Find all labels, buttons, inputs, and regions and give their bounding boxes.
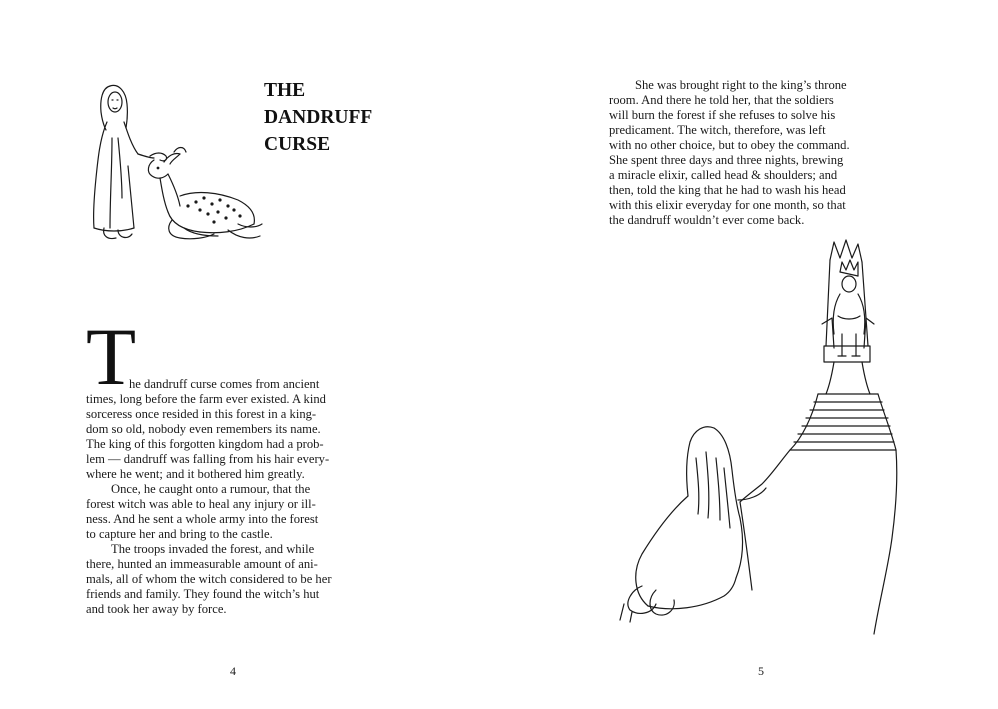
text-line: with this elixir everyday for one month, so that [609, 198, 846, 212]
text-line: will burn the forest if she refuses to solve his [609, 108, 836, 122]
text-line: a miracle elixir, called head & shoulders; and [609, 168, 838, 182]
text-line: and took her away by force. [86, 602, 227, 616]
text-line: lem — dandruff was falling from his hair every- [86, 452, 330, 466]
text-line: ness. And he sent a whole army into the forest [86, 512, 319, 526]
text-line: The king of this forgotten kingdom had a prob- [86, 437, 324, 451]
text-line: he dandruff curse comes from ancient [129, 377, 320, 391]
text-line: times, long before the farm ever existed. A kind [86, 392, 326, 406]
text-line: then, told the king that he had to wash his head [609, 183, 846, 197]
text-line: dom so old, nobody even remembers its name. [86, 422, 321, 436]
text-line: sorceress once resided in this forest in a king- [86, 407, 317, 421]
drop-cap: T [86, 311, 137, 402]
text-line: the dandruff wouldn’t ever come back. [609, 213, 805, 227]
page-number-left: 4 [230, 664, 236, 678]
woman-petting-deer-icon [88, 78, 268, 258]
text-line: The troops invaded the forest, and while [111, 542, 315, 556]
chapter-title [264, 77, 372, 158]
text-line: friends and family. They found the witch’s hut [86, 587, 320, 601]
text-line: room. And there he told her, that the soldiers [609, 93, 834, 107]
text-line: to capture her and bring to the castle. [86, 527, 273, 541]
title-line: CURSE [264, 134, 331, 155]
text-line: Once, he caught onto a rumour, that the [111, 482, 311, 496]
right-body-text [609, 78, 909, 228]
text-line: there, hunted an immeasurable amount of ani- [86, 557, 318, 571]
text-line: predicament. The witch, therefore, was left [609, 123, 826, 137]
text-line: She was brought right to the king’s throne [635, 78, 847, 92]
text-line: with no other choice, but to obey the command. [609, 138, 850, 152]
text-line: mals, all of whom the witch considered to be her [86, 572, 332, 586]
title-line: DANDRUFF [264, 107, 373, 128]
left-body-text [86, 377, 382, 617]
text-line: forest witch was able to heal any injury or ill- [86, 497, 316, 511]
text-line: She spent three days and three nights, brewing [609, 153, 844, 167]
king-on-throne-with-kneeling-witch-icon [612, 238, 902, 638]
title-line: THE [264, 80, 306, 101]
page-number-right: 5 [758, 664, 764, 678]
text-line: where he went; and it bothered him greatly. [86, 467, 305, 481]
